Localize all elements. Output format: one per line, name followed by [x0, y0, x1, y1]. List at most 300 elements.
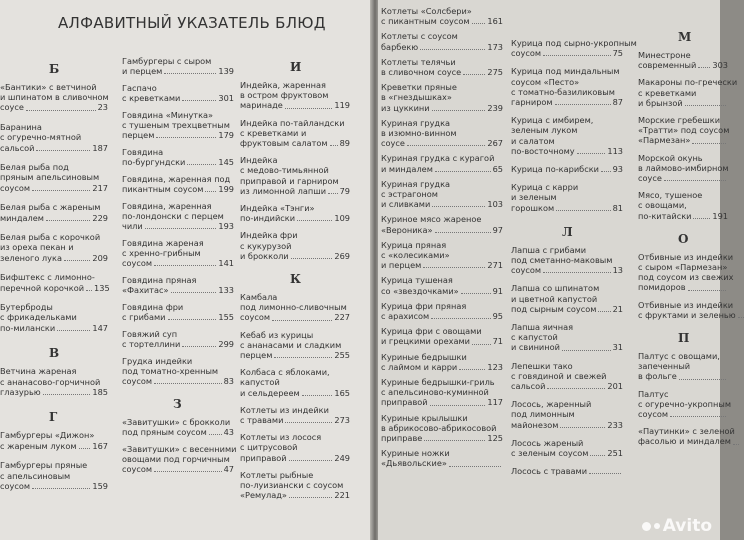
entry-text-line: под пряным соусом: [122, 426, 207, 437]
index-entry: [0, 122, 108, 153]
entry-text-line: с ананасово-горчичной: [0, 376, 101, 387]
entry-text-line: помидоров: [638, 282, 686, 293]
entry-page-number: 13: [612, 265, 623, 276]
entry-page-number: 191: [712, 210, 728, 221]
entry-page-number: 75: [612, 48, 623, 59]
entry-text-line: Камбала: [240, 292, 278, 302]
index-entry: [381, 82, 503, 113]
entry-page-number: 221: [334, 490, 350, 501]
dot-leader: [26, 110, 96, 111]
dot-leader: [435, 171, 491, 172]
dot-leader: [738, 317, 744, 318]
dot-leader: [459, 369, 485, 370]
entry-text-line: с пикантным соусом: [381, 16, 470, 27]
index-entry: [0, 232, 108, 263]
entry-text-line: барбекю: [381, 41, 419, 52]
entry-text-line: с фруктами и зеленью: [638, 309, 736, 320]
dot-leader: [598, 311, 610, 312]
entry-text-line: Говядина пряная: [122, 274, 197, 285]
entry-text-line: Котлеты из индейки: [240, 404, 329, 415]
dot-leader: [154, 383, 222, 384]
entry-page-number: 71: [492, 336, 503, 347]
entry-page-number: 227: [334, 312, 350, 323]
page-title: АЛФАВИТНЫЙ УКАЗАТЕЛЬ БЛЮД: [58, 14, 326, 32]
entry-text-line: и перцем: [381, 260, 422, 271]
entry-text-line: с грибами: [122, 312, 166, 322]
index-entry: [381, 413, 503, 444]
entry-text-line: с ананасами и сладким: [240, 339, 342, 350]
dot-leader: [57, 330, 90, 331]
dot-leader: [430, 405, 486, 406]
dot-leader: [32, 190, 90, 191]
entry-text-line: с креветками: [638, 87, 697, 98]
index-entry: [0, 162, 108, 193]
entry-page-number: 161: [487, 16, 503, 27]
index-entry: [0, 272, 108, 292]
entry-text-line: «Паутинки» с зеленой: [638, 426, 735, 437]
entry-page-number: 123: [487, 361, 503, 372]
entry-text-line: «Бантики» с ветчиной: [0, 82, 97, 92]
entry-page-number: 159: [92, 480, 108, 491]
entry-text-line: Гаспачо: [122, 82, 157, 93]
entry-text-line: «Тратти» под соусом: [638, 125, 730, 136]
entry-text-line: перечной корочкой: [0, 282, 85, 293]
entry-text-line: Бутерброды: [0, 302, 53, 313]
entry-text-line: Котлеты из лосося: [240, 432, 322, 443]
dot-leader: [577, 153, 606, 154]
dot-leader: [168, 319, 217, 320]
entry-text-line: и перцем: [122, 66, 163, 77]
entry-text-line: соусом: [122, 464, 153, 474]
dot-leader: [285, 422, 332, 423]
entry-text-line: фруктовым салатом: [240, 138, 328, 148]
entry-text-line: в фольге: [638, 371, 677, 382]
entry-text-line: с томатно-базиликовым: [511, 86, 615, 97]
entry-text-line: Куриные бедрышки-гриль: [381, 377, 495, 387]
index-entry: [638, 388, 731, 420]
entry-text-line: Лапша яичная: [511, 322, 574, 332]
entry-page-number: 23: [97, 102, 108, 113]
index-entry: [381, 448, 503, 468]
entry-text-line: Белая рыба под: [0, 162, 69, 173]
entry-text-line: Говядина, жаренная под: [122, 173, 231, 184]
entry-page-number: 79: [339, 185, 350, 196]
index-entry: [122, 302, 234, 322]
entry-text-line: Кебаб из курицы: [240, 329, 314, 340]
index-entry: [240, 432, 350, 463]
entry-text-line: с медово-тимьянной: [240, 165, 329, 176]
section-letter: К: [290, 272, 301, 286]
dot-leader: [154, 265, 216, 266]
entry-text-line: соусом «Песто»: [511, 76, 580, 87]
entry-text-line: и сливками: [381, 199, 431, 210]
index-entry: [381, 352, 503, 372]
entry-text-line: с фрикадельками: [0, 312, 77, 323]
entry-text-line: с хренно-грибным: [122, 248, 201, 258]
index-entry: [122, 417, 234, 437]
entry-text-line: и зеленым: [511, 192, 557, 203]
index-entry: [511, 438, 623, 458]
dot-leader: [302, 395, 333, 396]
dot-leader: [86, 290, 92, 291]
entry-page-number: 83: [223, 376, 234, 386]
dot-leader: [685, 105, 726, 106]
section-letter: М: [678, 30, 692, 44]
dot-leader: [64, 260, 90, 261]
entry-text-line: в сливочном соусе: [381, 67, 462, 77]
entry-text-line: Котлеты рыбные: [240, 469, 314, 480]
dot-leader: [693, 218, 710, 219]
dot-leader: [472, 344, 491, 345]
entry-text-line: по-восточному: [511, 145, 575, 156]
entry-text-line: сальсой: [0, 142, 35, 153]
entry-page-number: 179: [218, 130, 234, 141]
entry-text-line: «Фахитас»: [122, 285, 169, 296]
dot-leader: [435, 232, 491, 233]
dot-leader: [664, 180, 726, 181]
entry-text-line: по-бургундски: [122, 157, 186, 168]
entry-text-line: Говядина фри: [122, 301, 184, 312]
dot-leader: [556, 210, 610, 211]
dot-leader: [205, 191, 216, 192]
dot-leader: [154, 471, 222, 472]
index-entry: [240, 405, 350, 425]
entry-page-number: 201: [607, 381, 623, 391]
dot-leader: [560, 427, 605, 428]
entry-text-line: Индейка «Тэнги»: [240, 203, 315, 213]
section-letter: В: [49, 346, 60, 361]
entry-page-number: 147: [92, 322, 108, 333]
entry-text-line: Баранина: [0, 122, 42, 133]
entry-text-line: с тортеллини: [122, 338, 181, 349]
entry-text-line: капустой: [240, 377, 280, 388]
entry-text-line: овощами под горчичным: [122, 453, 230, 464]
entry-text-line: по-китайски: [638, 210, 692, 221]
entry-text-line: с капустой: [511, 332, 558, 343]
entry-text-line: под томатно-хренным: [122, 365, 219, 376]
index-entry: [381, 301, 503, 321]
index-entry: [0, 366, 108, 397]
entry-text-line: и салатом: [511, 135, 555, 146]
index-entry: [122, 275, 234, 295]
dot-leader: [424, 440, 485, 441]
entry-text-line: Лосось жареный: [511, 437, 584, 448]
dot-leader: [679, 379, 726, 380]
entry-page-number: 103: [487, 199, 503, 210]
section-letter: З: [173, 396, 182, 411]
entry-text-line: Белая рыба с корочкой: [0, 232, 101, 243]
entry-text-line: Индейка: [240, 155, 278, 166]
entry-text-line: «Ремулад»: [240, 490, 287, 501]
index-entry: [381, 377, 503, 408]
dot-leader: [272, 320, 332, 321]
index-entry: [122, 443, 237, 475]
entry-text-line: приправой и гарниром: [240, 175, 339, 186]
dot-leader: [164, 73, 216, 74]
entry-text-line: Лепешки тако: [511, 360, 573, 371]
index-entry: [240, 470, 350, 501]
dot-leader: [461, 293, 491, 294]
entry-text-line: с апельсиново-куминной: [381, 387, 489, 398]
index-entry: [122, 83, 234, 103]
index-entry: [240, 292, 350, 323]
index-entry: [511, 164, 623, 174]
dot-leader: [330, 145, 338, 146]
entry-text-line: и свининой: [511, 342, 560, 353]
entry-text-line: с креветками: [122, 93, 181, 104]
dot-leader: [289, 460, 333, 461]
dot-leader: [79, 448, 91, 449]
index-entry: [511, 466, 623, 476]
entry-text-line: Гамбургеры с сыром: [122, 56, 212, 66]
index-entry: [381, 6, 503, 26]
section-letter: И: [290, 60, 302, 74]
index-entry: [381, 214, 503, 234]
dot-leader: [432, 110, 486, 111]
entry-text-line: в абрикосово-абрикосовой: [381, 422, 497, 433]
logo-dot-icon: [642, 522, 651, 531]
index-entry: [240, 230, 350, 261]
dot-leader: [328, 193, 338, 194]
entry-text-line: под соусом из свежих: [638, 272, 734, 283]
index-entry: [511, 283, 623, 314]
entry-text-line: Морской окунь: [638, 152, 703, 163]
entry-text-line: с «колесиками»: [381, 250, 450, 260]
dot-leader: [589, 473, 621, 474]
entry-text-line: с тушеным трехцветным: [122, 120, 230, 130]
dot-leader: [431, 318, 490, 319]
entry-page-number: 249: [334, 452, 350, 463]
entry-text-line: пряным апельсиновым: [0, 172, 100, 183]
entry-text-line: с арахисом: [381, 311, 430, 321]
entry-page-number: 135: [94, 282, 110, 293]
entry-text-line: и брокколи: [240, 250, 289, 261]
index-entry: [638, 153, 728, 184]
entry-text-line: Отбивные из индейки: [638, 299, 734, 310]
index-entry: [122, 174, 234, 194]
entry-page-number: 271: [487, 260, 503, 271]
index-entry: [0, 302, 108, 333]
index-entry: [511, 115, 623, 156]
entry-text-line: и шпинатом в сливочном: [0, 92, 109, 103]
entry-text-line: глазурью: [0, 386, 41, 397]
dot-leader: [274, 357, 332, 358]
dot-leader: [291, 258, 333, 259]
index-entry: [122, 201, 234, 232]
index-entry: [240, 330, 350, 361]
entry-page-number: 299: [218, 338, 234, 349]
entry-text-line: и миндалем: [381, 163, 433, 174]
entry-text-line: Говядина, жаренная: [122, 200, 212, 211]
index-entry: [638, 190, 728, 221]
entry-text-line: соусе: [0, 102, 24, 113]
entry-text-line: Курица с карри: [511, 182, 579, 193]
dot-leader: [407, 145, 485, 146]
entry-page-number: 217: [92, 182, 108, 193]
entry-text-line: с травами: [240, 415, 284, 425]
entry-page-number: 251: [607, 448, 623, 458]
index-entry: [511, 399, 623, 430]
entry-text-line: миндалем: [0, 212, 44, 223]
entry-text-line: пикантным соусом: [122, 184, 204, 194]
dot-leader: [285, 108, 333, 109]
entry-text-line: Говядина «Минутка»: [122, 109, 214, 120]
entry-text-line: в «гнездышках»: [381, 92, 452, 103]
entry-text-line: со «звездочками»: [381, 285, 459, 296]
entry-text-line: запеченный: [638, 361, 691, 372]
entry-page-number: 21: [612, 303, 623, 314]
index-entry: [511, 66, 623, 107]
entry-page-number: 303: [712, 60, 728, 71]
index-entry: [381, 240, 503, 271]
entry-page-number: 273: [334, 415, 350, 425]
entry-page-number: 117: [487, 397, 503, 408]
entry-text-line: Говядина: [122, 146, 164, 157]
entry-text-line: чили: [122, 221, 143, 232]
index-entry: [638, 299, 736, 320]
dot-leader: [733, 444, 739, 445]
index-entry: [381, 275, 503, 295]
entry-text-line: Лосось, жаренный: [511, 399, 592, 410]
entry-text-line: соусом: [511, 265, 542, 276]
right-page: [378, 0, 738, 540]
entry-text-line: под сметанно-маковым: [511, 255, 613, 265]
entry-page-number: 229: [92, 212, 108, 223]
entry-text-line: Бифштекс с лимонно-: [0, 272, 95, 283]
entry-text-line: в изюмно-винном: [381, 128, 457, 138]
entry-text-line: Лосось с травами: [511, 466, 588, 477]
entry-page-number: 91: [492, 285, 503, 296]
entry-page-number: 97: [492, 224, 503, 235]
entry-text-line: под лимонным: [511, 409, 575, 420]
entry-text-line: соусом: [122, 258, 153, 269]
dot-leader: [590, 455, 605, 456]
entry-page-number: 193: [218, 221, 234, 232]
entry-page-number: 301: [218, 93, 234, 104]
index-entry: [638, 50, 728, 70]
index-entry: [638, 77, 738, 108]
entry-page-number: 173: [487, 41, 503, 52]
dot-leader: [420, 49, 485, 50]
index-entry: [511, 361, 623, 392]
entry-text-line: маринаде: [240, 100, 283, 111]
entry-text-line: соусом: [0, 182, 31, 193]
index-entry: [381, 179, 503, 210]
entry-page-number: 43: [223, 426, 234, 437]
entry-page-number: 47: [223, 464, 234, 474]
entry-text-line: Куриная грудка: [381, 117, 451, 128]
entry-text-line: Курица фри пряная: [381, 300, 467, 311]
entry-text-line: и брынзой: [638, 97, 683, 108]
entry-text-line: соусом: [122, 376, 153, 386]
entry-text-line: Курица пряная: [381, 239, 447, 250]
index-entry: [511, 38, 637, 59]
entry-text-line: и цветной капустой: [511, 293, 598, 304]
entry-text-line: Куриная грудка с курагой: [381, 153, 495, 164]
index-entry: [381, 153, 503, 173]
entry-text-line: приправой: [381, 397, 428, 408]
entry-text-line: Индейка, жаренная: [240, 80, 326, 90]
entry-text-line: фасолью и миндалем: [638, 436, 731, 447]
entry-page-number: 209: [92, 252, 108, 263]
entry-text-line: Минестроне: [638, 50, 691, 60]
dot-leader: [145, 228, 217, 229]
entry-text-line: Макароны по-гречески: [638, 77, 738, 88]
dot-leader: [688, 290, 726, 291]
index-entry: [240, 367, 350, 398]
dot-leader: [692, 143, 726, 144]
entry-page-number: 141: [218, 258, 234, 269]
entry-page-number: 139: [218, 66, 234, 77]
entry-text-line: соусом: [638, 409, 669, 419]
entry-page-number: 267: [487, 138, 503, 149]
entry-page-number: 155: [218, 312, 234, 322]
entry-text-line: из цуккини: [381, 102, 430, 113]
index-entry: [240, 155, 350, 196]
entry-text-line: зеленым луком: [511, 125, 578, 136]
entry-text-line: Котлеты с соусом: [381, 31, 458, 42]
entry-text-line: с жареным луком: [0, 440, 77, 451]
entry-text-line: с огуречно-укропным: [638, 398, 731, 409]
dot-leader: [171, 292, 217, 293]
entry-text-line: под лимонно-сливочным: [240, 302, 347, 313]
entry-page-number: 145: [218, 157, 234, 168]
index-entry: [511, 322, 623, 353]
entry-page-number: 65: [492, 163, 503, 174]
entry-text-line: сальсой: [511, 381, 546, 391]
dot-leader: [36, 150, 90, 151]
entry-text-line: Куриная грудка: [381, 178, 451, 189]
entry-page-number: 165: [334, 387, 350, 398]
entry-page-number: 95: [492, 311, 503, 321]
index-entry: [381, 118, 503, 149]
entry-page-number: 81: [612, 202, 623, 213]
entry-text-line: гарниром: [511, 97, 553, 107]
entry-text-line: по-лондонски с перцем: [122, 210, 224, 221]
section-letter: Л: [562, 224, 573, 239]
entry-page-number: 187: [92, 142, 108, 153]
entry-text-line: Курица под миндальным: [511, 66, 620, 77]
entry-text-line: с зеленым соусом: [511, 448, 589, 458]
entry-text-line: Курица под сырно-укропным: [511, 38, 637, 48]
section-letter: Г: [49, 410, 58, 425]
entry-text-line: из лимонной лапши: [240, 185, 327, 196]
index-entry: [122, 238, 234, 269]
entry-page-number: 125: [487, 433, 503, 443]
entry-text-line: с овощами,: [638, 200, 687, 211]
entry-text-line: Курица фри с овощами: [381, 326, 482, 337]
entry-page-number: 269: [334, 250, 350, 261]
entry-page-number: 87: [612, 97, 623, 107]
entry-text-line: соусе: [381, 138, 405, 149]
entry-text-line: и грецкими орехами: [381, 336, 471, 347]
entry-text-line: Индейка по-тайландски: [240, 117, 345, 128]
entry-text-line: «Дьявольские»: [381, 458, 447, 469]
entry-text-line: с сыром «Пармезан»: [638, 262, 728, 272]
entry-text-line: перцем: [240, 350, 273, 360]
entry-text-line: Грудка индейки: [122, 355, 193, 366]
dot-leader: [547, 388, 605, 389]
entry-text-line: современный: [638, 60, 697, 71]
entry-text-line: Говядина жареная: [122, 237, 204, 248]
entry-text-line: по-милански: [0, 322, 56, 333]
entry-page-number: 233: [607, 419, 623, 430]
entry-text-line: по-луизиански с соусом: [240, 480, 344, 490]
entry-text-line: Креветки пряные: [381, 82, 457, 93]
entry-text-line: в лаймово-имбирном: [638, 162, 729, 173]
entry-text-line: «Пармезан»: [638, 135, 691, 146]
dot-leader: [432, 206, 485, 207]
